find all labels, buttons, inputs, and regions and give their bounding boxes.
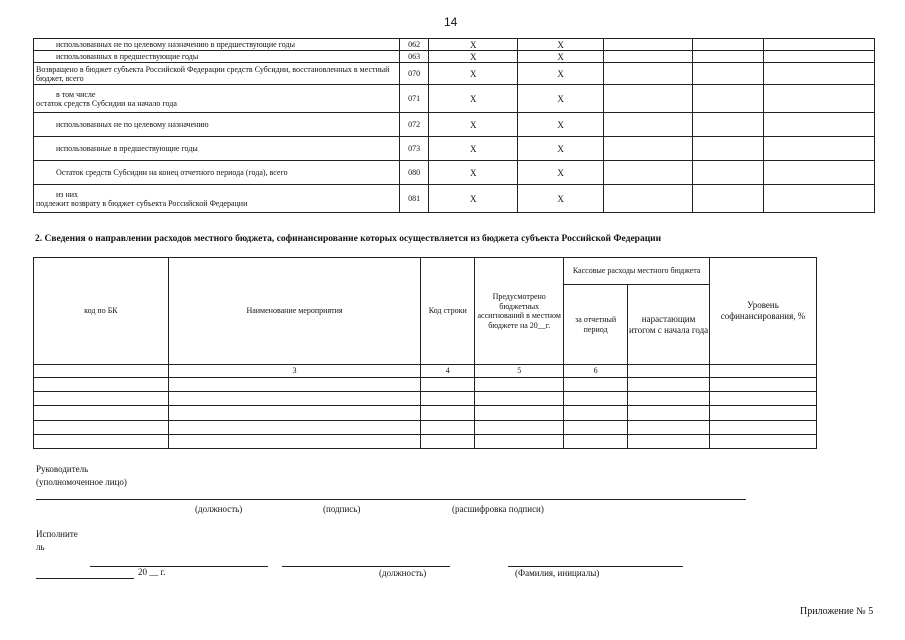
not-applicable-mark: X (518, 137, 604, 161)
empty-cell (692, 51, 763, 63)
table-row (34, 161, 875, 185)
not-applicable-mark: X (429, 51, 518, 63)
row-label: использованные в предшествующие годы (34, 137, 400, 161)
empty-cell (692, 137, 763, 161)
not-applicable-mark: X (429, 39, 518, 51)
empty-cell (604, 39, 693, 51)
column-numbers-row (34, 365, 817, 378)
not-applicable-mark: X (518, 113, 604, 137)
column-number (34, 365, 169, 378)
table-row (34, 51, 875, 63)
row-label (34, 85, 400, 113)
empty-cell (764, 185, 875, 213)
empty-cell (692, 113, 763, 137)
not-applicable-mark: X (429, 185, 518, 213)
not-applicable-mark: X (518, 85, 604, 113)
empty-cell (692, 161, 763, 185)
column-number (628, 365, 710, 378)
header-reporting-period: за отчетный период (564, 285, 628, 365)
table-row (34, 392, 817, 406)
row-code: 081 (399, 185, 429, 213)
header-row-code: Код строки (421, 258, 475, 365)
table-row (34, 137, 875, 161)
not-applicable-mark: X (518, 39, 604, 51)
row-code: 063 (399, 51, 429, 63)
funds-return-table (33, 38, 875, 213)
not-applicable-mark: X (429, 63, 518, 85)
row-code: 080 (399, 161, 429, 185)
table-row (34, 435, 817, 449)
head-sublabel: (уполномоченное лицо) (36, 477, 127, 487)
header-cash-expenses: Кассовые расходы местного бюджета (564, 258, 710, 285)
empty-cell (604, 85, 693, 113)
table-row (34, 185, 875, 213)
position-caption: (должность) (195, 504, 243, 514)
empty-cell (604, 113, 693, 137)
row-label-top: из них (56, 189, 79, 199)
date-line (36, 578, 134, 579)
table-row (34, 406, 817, 421)
empty-cell (692, 185, 763, 213)
empty-cell (764, 39, 875, 51)
not-applicable-mark: X (518, 161, 604, 185)
row-code: 073 (399, 137, 429, 161)
empty-cell (604, 137, 693, 161)
row-label: использованных в предшествующие годы (34, 51, 400, 63)
executor-position-caption: (должность) (379, 568, 427, 578)
header-cofinancing-level: Уровень софинансирования, % (710, 258, 817, 365)
empty-cell (692, 63, 763, 85)
empty-cell (604, 185, 693, 213)
table-row (34, 39, 875, 51)
not-applicable-mark: X (429, 85, 518, 113)
signature-caption: (подпись) (323, 504, 361, 514)
row-code: 071 (399, 85, 429, 113)
column-number: 5 (475, 365, 564, 378)
expenses-table (33, 257, 817, 449)
empty-cell (764, 51, 875, 63)
empty-cell (764, 137, 875, 161)
date-text: 20 __ г. (138, 567, 166, 577)
empty-cell (764, 85, 875, 113)
row-label: Остаток средств Субсидии на конец отчетного периода (года), всего (34, 161, 400, 185)
table-row (34, 85, 875, 113)
decode-caption: (расшифровка подписи) (452, 504, 544, 514)
row-label (34, 185, 400, 213)
empty-cell (764, 63, 875, 85)
row-label-bottom: подлежит возврату в бюджет субъекта Российской Федерации (36, 198, 248, 208)
not-applicable-mark: X (518, 185, 604, 213)
row-code: 070 (399, 63, 429, 85)
executor-line-1 (90, 566, 268, 567)
row-label: Возвращено в бюджет субъекта Российской Федерации средств Субсидии, восстановленных в местный бюджет, всего (34, 63, 400, 85)
header-cumulative: нарастающим итогом с начала года (628, 285, 710, 365)
empty-cell (604, 63, 693, 85)
row-label-top: в том числе (56, 89, 96, 99)
not-applicable-mark: X (518, 51, 604, 63)
not-applicable-mark: X (518, 63, 604, 85)
executor-label-cont: ль (36, 542, 45, 552)
table-row (34, 113, 875, 137)
empty-cell (764, 113, 875, 137)
row-label-bottom: остаток средств Субсидии на начало года (36, 98, 177, 108)
empty-cell (604, 161, 693, 185)
column-number: 4 (421, 365, 475, 378)
executor-line-2 (282, 566, 450, 567)
empty-cell (692, 39, 763, 51)
executor-line-3 (508, 566, 683, 567)
column-number: 6 (564, 365, 628, 378)
header-activity-name: Наименование мероприятия (168, 258, 421, 365)
not-applicable-mark: X (429, 137, 518, 161)
table-row (34, 378, 817, 392)
empty-cell (692, 85, 763, 113)
row-code: 062 (399, 39, 429, 51)
not-applicable-mark: X (429, 113, 518, 137)
table-row (34, 421, 817, 435)
column-number: 3 (168, 365, 421, 378)
not-applicable-mark: X (429, 161, 518, 185)
column-number (710, 365, 817, 378)
header-kbk: код по БК (34, 258, 169, 365)
header-planned-allocations: Предусмотрено бюджетных ассигнований в местном бюджете на 20__г. (475, 258, 564, 365)
executor-name-caption: (Фамилия, инициалы) (515, 568, 600, 578)
head-label: Руководитель (36, 464, 89, 474)
appendix-label: Приложение № 5 (800, 606, 874, 617)
page-number: 14 (444, 15, 458, 29)
row-label: использованных не по целевому назначению в предшествующие годы (34, 39, 400, 51)
row-code: 072 (399, 113, 429, 137)
head-signature-line (36, 499, 746, 500)
executor-label: Исполните (36, 529, 78, 539)
section-2-title: 2. Сведения о направлении расходов местного бюджета, софинансирование которых осуществляется из бюджета субъекта Российской Федерации (35, 234, 662, 244)
empty-cell (604, 51, 693, 63)
row-label: использованных не по целевому назначению (34, 113, 400, 137)
table-row (34, 63, 875, 85)
empty-cell (764, 161, 875, 185)
